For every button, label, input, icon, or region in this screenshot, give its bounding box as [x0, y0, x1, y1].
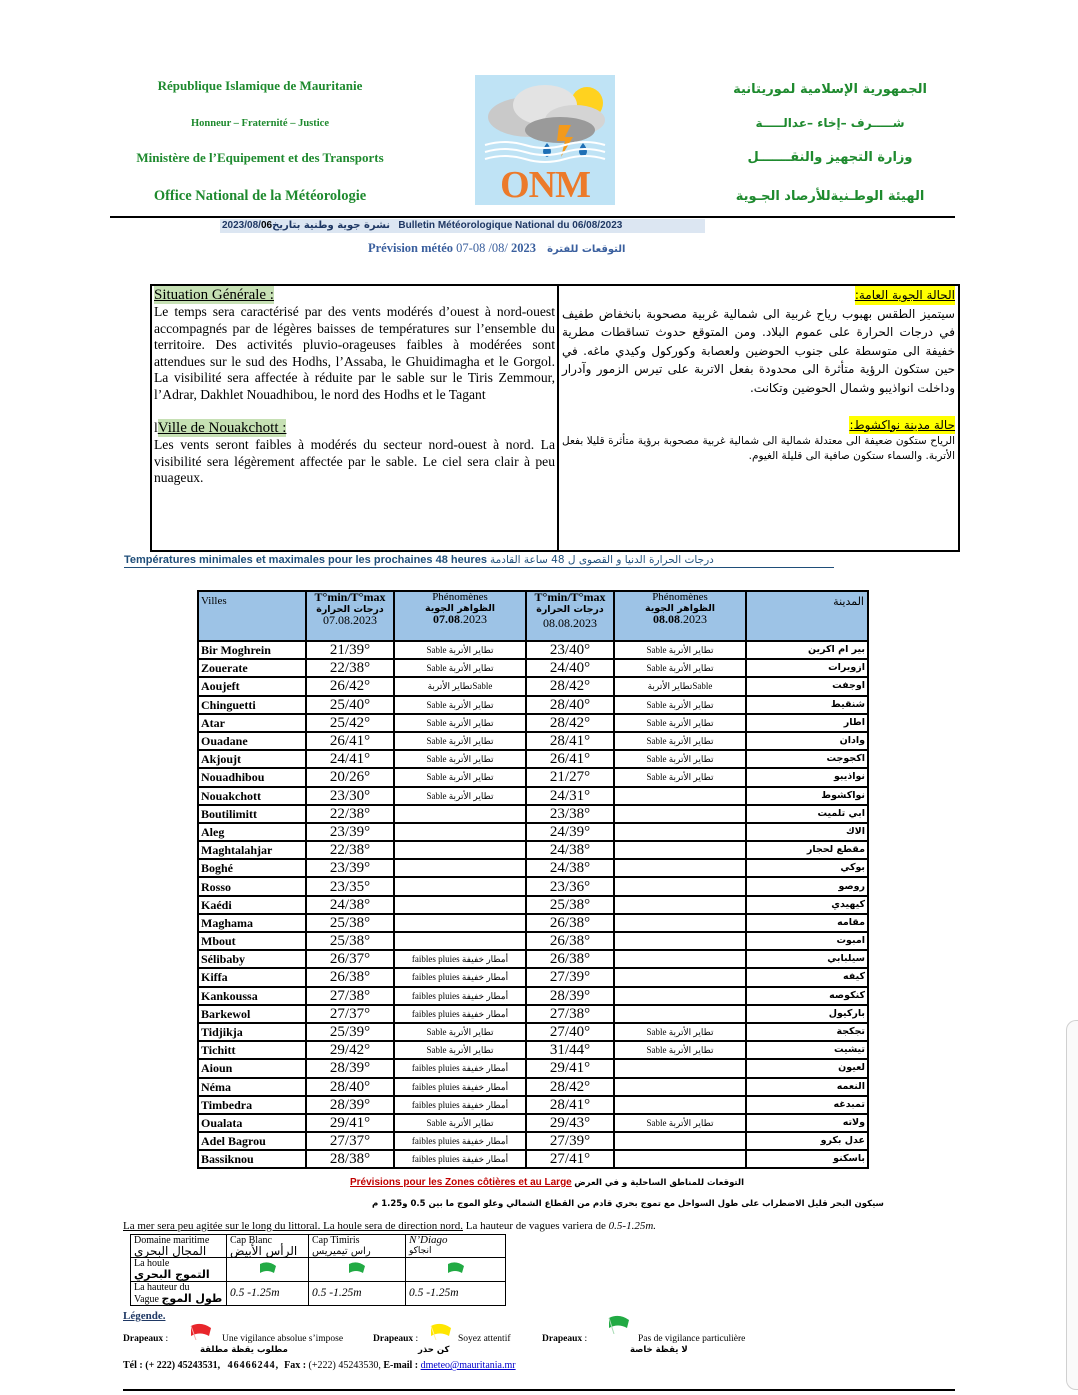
phone-number-2: 46466244,: [227, 1360, 280, 1371]
city-name-ar: كيهيدي: [746, 896, 868, 914]
maritime-domain-label: Domaine maritime المجال البحري: [131, 1235, 227, 1258]
city-name-fr: Kaédi: [198, 896, 306, 914]
phenomena-day1: faibles pluies أمطار خفيفة: [394, 987, 526, 1005]
bulletin-title-ar: نشرة جوية وطنية بتاريخ: [272, 220, 391, 231]
phenomena-day2: Sable تطاير الأتربة: [614, 750, 746, 768]
general-situation-box: [150, 284, 960, 552]
city-name-fr: Barkewol: [198, 1005, 306, 1023]
table-row: [198, 950, 868, 968]
city-name-ar: بوكي: [746, 859, 868, 877]
table-row: [198, 696, 868, 714]
city-name-ar: عدل بكرو: [746, 1132, 868, 1150]
table-row: [198, 932, 868, 950]
houle-label: La houle التموج البحري: [131, 1258, 227, 1282]
phenomena-day2: [614, 787, 746, 805]
table-row: [198, 914, 868, 932]
forecast-year: 2023: [511, 241, 537, 255]
city-name-ar: مقطع لحجار: [746, 841, 868, 859]
table-row: [198, 1150, 868, 1168]
city-name-ar: نواكشوط: [746, 787, 868, 805]
forecast-period: [368, 241, 625, 256]
motto-ar: شـــــرف –إخاء –عدالـــــة: [755, 116, 905, 130]
temp-day2: 24/38°: [526, 841, 614, 859]
situation-ar: [559, 286, 958, 550]
header-city-ar: المدينة: [746, 591, 868, 641]
maritime-hauteur-row: [131, 1282, 506, 1306]
temp-day2: 23/38°: [526, 805, 614, 823]
green-flag-icon: [347, 1261, 367, 1275]
header-temp-day2: T°min/T°max درجات الحرارة 08.08.2023: [526, 591, 614, 641]
temperatures-title-ar: درجات الحرارة الدنيا و القصوى ل 48 ساعة القادمة: [490, 554, 714, 566]
phenomena-day1: Sable تطاير الأتربة: [394, 659, 526, 677]
temp-day2: 28/40°: [526, 696, 614, 714]
city-name-fr: Atar: [198, 714, 306, 732]
nouakchott-text-fr: Les vents seront faibles à modérés du secteur nord-ouest à nord. La visibilité sera légèrement affectée par le sable. Le ciel sera clair à peu nuageux.: [154, 437, 555, 485]
temp-day2: 27/40°: [526, 1023, 614, 1041]
legend-red-text-ar: مطلوب يقظة مطلقة: [200, 1345, 288, 1355]
phenomena-day1: faibles pluies أمطار خفيفة: [394, 1078, 526, 1096]
temp-day2: 28/39°: [526, 987, 614, 1005]
bulletin-date-ar: 2023/08/: [222, 220, 261, 231]
green-flag-icon: [446, 1261, 466, 1275]
phenomena-day1: Sable تطاير الأتربة: [394, 750, 526, 768]
city-name-fr: Bassiknou: [198, 1150, 306, 1168]
phenomena-day2: Sable تطاير الأتربة: [614, 1114, 746, 1132]
phenomena-day2: Sable تطاير الأتربة: [614, 641, 746, 659]
temp-day1: 25/39°: [306, 1023, 394, 1041]
phenomena-day2: Sable تطاير الأتربة: [614, 659, 746, 677]
temp-day2: 26/38°: [526, 932, 614, 950]
fax-number: (+222) 45243530,: [308, 1360, 381, 1371]
city-name-ar: ابي تلميت: [746, 805, 868, 823]
phenomena-day1: [394, 914, 526, 932]
table-row: [198, 1041, 868, 1059]
temp-day1: 28/39°: [306, 1096, 394, 1114]
phenomena-day1: faibles pluies أمطار خفيفة: [394, 1059, 526, 1077]
weather-cloud-icon: [475, 75, 615, 170]
table-row: [198, 641, 868, 659]
city-name-fr: Nouadhibou: [198, 768, 306, 786]
header-villes: Villes: [198, 591, 306, 641]
temp-day2: 29/43°: [526, 1114, 614, 1132]
temp-day1: 28/40°: [306, 1078, 394, 1096]
houle-flag-cap-blanc: [227, 1258, 309, 1282]
city-name-ar: الاك: [746, 823, 868, 841]
table-row: [198, 750, 868, 768]
temp-day1: 23/30°: [306, 787, 394, 805]
temp-day1: 27/37°: [306, 1132, 394, 1150]
phenomena-day2: [614, 1096, 746, 1114]
temperature-table: [197, 590, 869, 1169]
temp-day2: 28/41°: [526, 732, 614, 750]
temp-day1: 22/38°: [306, 805, 394, 823]
phenomena-day2: [614, 805, 746, 823]
phenomena-day2: تطاير الأتربةSable: [614, 677, 746, 695]
temp-day2: 27/38°: [526, 1005, 614, 1023]
temperatures-section-title: [124, 553, 834, 568]
temp-day1: 25/42°: [306, 714, 394, 732]
situation-text-ar: سيتميز الطقس بهبوب رياح غربية الى شمالية غربية مصحوبة بانخفاض طفيف في درجات الحرارة على عموم البلاد. ومن المتوقع حدوث تساقطات مطرية خفيفة الى متوسطة على جنوب الحوضين ولعصابة وكوركول وكيدي ماغه. في حين ستكون الرؤية متأثرة الى محدودة بفعل الاتربة على تيرس الزمور وآدرار وداخلت انواذيبو وشمال الحوضين وتكانت.: [562, 306, 955, 395]
phenomena-day2: [614, 968, 746, 986]
temp-day1: 25/38°: [306, 914, 394, 932]
table-row: [198, 768, 868, 786]
coastal-title-ar: التوقعات للمناطق الساحلية و في العرض: [574, 1178, 744, 1188]
hauteur-cap-blanc: 0.5 -1.25m: [227, 1282, 309, 1306]
city-name-ar: روصو: [746, 877, 868, 895]
hauteur-cap-timiris: 0.5 -1.25m: [309, 1282, 406, 1306]
coastal-title-fr: Prévisions pour les Zones côtières et au Large: [350, 1177, 572, 1188]
city-name-fr: Bir Moghrein: [198, 641, 306, 659]
city-name-ar: النعمه: [746, 1078, 868, 1096]
onm-logo: [475, 75, 615, 205]
table-row: [198, 877, 868, 895]
maritime-houle-row: [131, 1258, 506, 1282]
ministry-fr: Ministère de l’Equipement et des Transports: [136, 150, 384, 165]
phenomena-day1: faibles pluies أمطار خفيفة: [394, 950, 526, 968]
temp-day1: 23/39°: [306, 859, 394, 877]
nouakchott-title-ar: حالة مدينة نواكشوط:: [849, 416, 955, 435]
city-name-fr: Boghé: [198, 859, 306, 877]
city-name-fr: Maghama: [198, 914, 306, 932]
temp-day2: 29/41°: [526, 1059, 614, 1077]
temp-day2: 23/36°: [526, 877, 614, 895]
city-name-ar: ولاته: [746, 1114, 868, 1132]
city-name-fr: Maghtalahjar: [198, 841, 306, 859]
temp-day1: 25/38°: [306, 932, 394, 950]
temp-day2: 23/40°: [526, 641, 614, 659]
city-name-ar: بير ام اكرين: [746, 641, 868, 659]
temp-day2: 24/40°: [526, 659, 614, 677]
phenomena-day1: [394, 896, 526, 914]
phenomena-day2: Sable تطاير الأتربة: [614, 696, 746, 714]
phenomena-day1: [394, 932, 526, 950]
phenomena-day2: [614, 896, 746, 914]
temp-day2: 26/41°: [526, 750, 614, 768]
phenomena-day1: Sable تطاير الأتربة: [394, 1041, 526, 1059]
legend-red-text-fr: Une vigilance absolue s’impose: [222, 1334, 344, 1344]
city-name-fr: Sélibaby: [198, 950, 306, 968]
bulletin-title-fr: Bulletin Météorologique National du 06/08/2023: [398, 220, 623, 231]
temp-day2: 28/41°: [526, 1096, 614, 1114]
temp-day2: 21/27°: [526, 768, 614, 786]
city-name-ar: امبوت: [746, 932, 868, 950]
table-row: [198, 841, 868, 859]
forecast-period-dates: 07-08 /08/: [456, 241, 508, 255]
zone-cap-blanc: Cap Blanc الرأس الأبيض: [227, 1235, 309, 1258]
office-name-fr: Office National de la Météorologie: [153, 188, 367, 204]
phenomena-day1: faibles pluies أمطار خفيفة: [394, 1005, 526, 1023]
city-name-fr: Aoujeft: [198, 677, 306, 695]
temp-day1: 27/37°: [306, 1005, 394, 1023]
footer-divider: [123, 1389, 955, 1391]
temp-day2: 27/41°: [526, 1150, 614, 1168]
temp-day2: 24/31°: [526, 787, 614, 805]
phenomena-day1: Sable تطاير الأتربة: [394, 787, 526, 805]
viewer-side-handle[interactable]: [1066, 1020, 1078, 1390]
phenomena-day1: Sable تطاير الأتربة: [394, 1114, 526, 1132]
city-name-ar: اوجفت: [746, 677, 868, 695]
legend-green-text-fr: Pas de vigilance particulière: [638, 1334, 746, 1344]
temp-day1: 26/42°: [306, 677, 394, 695]
situation-fr: [152, 286, 559, 550]
temp-day1: 26/38°: [306, 968, 394, 986]
email-link[interactable]: dmeteo@mauritania.mr: [420, 1360, 516, 1371]
temp-day1: 22/38°: [306, 659, 394, 677]
coastal-text-fr: La mer sera peu agitée sur le long du littoral. La houle sera de direction nord. La hauteur de vagues variera de 0.5-1.25m.: [123, 1220, 657, 1232]
city-name-ar: اطار: [746, 714, 868, 732]
phenomena-day2: [614, 1078, 746, 1096]
table-row: [198, 1132, 868, 1150]
phenomena-day2: [614, 950, 746, 968]
legend-yellow: Drapeaux :: [373, 1334, 419, 1344]
table-row: [198, 1023, 868, 1041]
city-name-fr: Aioun: [198, 1059, 306, 1077]
phenomena-day1: faibles pluies أمطار خفيفة: [394, 968, 526, 986]
city-name-fr: Tidjikja: [198, 1023, 306, 1041]
city-name-ar: كنكوصه: [746, 987, 868, 1005]
temp-day1: 24/41°: [306, 750, 394, 768]
maritime-table: [130, 1234, 506, 1306]
phone-number: (+ 222) 45243531,: [145, 1360, 221, 1371]
city-name-ar: نواذيبو: [746, 768, 868, 786]
phenomena-day2: [614, 1005, 746, 1023]
yellow-flag-icon: [428, 1322, 454, 1340]
table-row: [198, 1078, 868, 1096]
phenomena-day1: [394, 823, 526, 841]
table-row: [198, 677, 868, 695]
nouakchott-title-fr: Ville de Nouakchott :: [157, 420, 287, 436]
republic-name-fr: République Islamique de Mauritanie: [157, 78, 363, 93]
phenomena-day2: [614, 1150, 746, 1168]
hauteur-label: La hauteur du Vague طول الموج: [131, 1282, 227, 1306]
legend-red: Drapeaux :: [123, 1334, 169, 1344]
legend-yellow-text-fr: Soyez attentif: [458, 1334, 511, 1344]
header-divider: [110, 216, 955, 218]
temp-day2: 25/38°: [526, 896, 614, 914]
table-row: [198, 805, 868, 823]
city-name-ar: وادان: [746, 732, 868, 750]
temperatures-title-fr: Températures minimales et maximales pour les prochaines 48 heures: [124, 554, 487, 566]
temp-day1: 26/41°: [306, 732, 394, 750]
coastal-text-ar: سيكون البحر قليل الاضطراب على طول السواحل مع تموج بحري قادم من القطاع الشمالي وعلو الموج ما بين 0.5 و1.25 م: [372, 1199, 884, 1209]
temp-day1: 25/40°: [306, 696, 394, 714]
city-name-fr: Kankoussa: [198, 987, 306, 1005]
nouakchott-text-ar: الرياح ستكون ضعيفة الى معتدلة شمالية الى شمالية غربية مصحوبة برؤية متأثرة قليلا بفعل الأتربة. والسماء ستكون صافية الى قليلة الغيوم.: [562, 435, 955, 463]
city-name-fr: Timbedra: [198, 1096, 306, 1114]
table-row: [198, 714, 868, 732]
phenomena-day2: [614, 1132, 746, 1150]
header-phen-day1: Phénomènes الظواهر الجوية 07.08.2023: [394, 591, 526, 641]
city-name-ar: اكجوجت: [746, 750, 868, 768]
motto-fr: Honneur – Fraternité – Justice: [190, 118, 330, 129]
legend-title: Légende.: [123, 1310, 166, 1322]
city-name-fr: Néma: [198, 1078, 306, 1096]
phenomena-day1: faibles pluies أمطار خفيفة: [394, 1150, 526, 1168]
table-row: [198, 987, 868, 1005]
city-name-fr: Kiffa: [198, 968, 306, 986]
forecast-label-ar: التوقعات للفترة: [547, 244, 626, 255]
stray-char: l: [154, 420, 158, 435]
phenomena-day1: [394, 841, 526, 859]
header-phen-day2: Phénomènes الظواهر الجوية 08.08.2023: [614, 591, 746, 641]
phenomena-day2: Sable تطاير الأتربة: [614, 1041, 746, 1059]
phenomena-day2: [614, 823, 746, 841]
phenomena-day2: Sable تطاير الأتربة: [614, 1023, 746, 1041]
temp-day2: 31/44°: [526, 1041, 614, 1059]
city-name-ar: شنقيط: [746, 696, 868, 714]
phenomena-day1: Sable تطاير الأتربة: [394, 641, 526, 659]
legend-green: Drapeaux :: [542, 1334, 588, 1344]
table-row: [198, 859, 868, 877]
republic-name-ar: الجمهورية الإسلامية لموريتانية: [733, 82, 927, 97]
city-name-ar: كيفه: [746, 968, 868, 986]
hauteur-ndiago: 0.5 -1.25m: [406, 1282, 506, 1306]
phenomena-day1: [394, 859, 526, 877]
city-name-fr: Akjoujt: [198, 750, 306, 768]
bulletin-date-ar-day: 06: [260, 220, 273, 231]
legend-yellow-text-ar: كن حذر: [418, 1345, 450, 1355]
phenomena-day1: Sable تطاير الأتربة: [394, 714, 526, 732]
phenomena-day1: Sable تطاير الأتربة: [394, 696, 526, 714]
city-name-fr: Adel Bagrou: [198, 1132, 306, 1150]
city-name-fr: Tichitt: [198, 1041, 306, 1059]
phenomena-day1: Sable تطاير الأتربة: [394, 768, 526, 786]
city-name-fr: Oualata: [198, 1114, 306, 1132]
city-name-ar: تيشيت: [746, 1041, 868, 1059]
table-row: [198, 787, 868, 805]
table-row: [198, 823, 868, 841]
table-row: [198, 659, 868, 677]
temp-day2: 26/38°: [526, 950, 614, 968]
phenomena-day1: [394, 805, 526, 823]
phenomena-day2: [614, 1059, 746, 1077]
phenomena-day2: [614, 859, 746, 877]
city-name-fr: Nouakchott: [198, 787, 306, 805]
phenomena-day2: [614, 877, 746, 895]
temp-day1: 22/38°: [306, 841, 394, 859]
city-name-fr: Boutilimitt: [198, 805, 306, 823]
zone-cap-timiris: Cap Timiris راس تيميريس: [309, 1235, 406, 1258]
phenomena-day1: Sable تطاير الأتربة: [394, 1023, 526, 1041]
situation-title-fr: Situation Générale :: [154, 287, 274, 303]
temp-day1: 29/41°: [306, 1114, 394, 1132]
temp-day1: 28/39°: [306, 1059, 394, 1077]
onm-logo-text: ONM: [500, 164, 590, 205]
table-row: [198, 732, 868, 750]
red-flag-icon: [188, 1322, 214, 1340]
forecast-label-fr: Prévision météo: [368, 241, 454, 255]
contact-line: Tél : (+ 222) 45243531, 46466244, Fax : (+222) 45243530, E-mail : dmeteo@mauritania.mr: [123, 1360, 516, 1371]
table-row: [198, 1114, 868, 1132]
temp-day1: 20/26°: [306, 768, 394, 786]
temp-day2: 28/42°: [526, 714, 614, 732]
zone-ndiago: N’Diago انجاكو: [406, 1235, 506, 1258]
temp-day1: 26/37°: [306, 950, 394, 968]
city-name-ar: تمبدغه: [746, 1096, 868, 1114]
temp-day1: 23/39°: [306, 823, 394, 841]
table-row: [198, 896, 868, 914]
green-flag-icon: [258, 1261, 278, 1275]
city-name-fr: Aleg: [198, 823, 306, 841]
city-name-ar: ازويرات: [746, 659, 868, 677]
city-name-fr: Zouerate: [198, 659, 306, 677]
temp-day1: 23/35°: [306, 877, 394, 895]
office-name-ar: الهيئة الوطـنيةللأرصاد الجـوية: [735, 189, 925, 204]
header-temp-day1: T°min/T°max درجات الحرارة 07.08.2023: [306, 591, 394, 641]
city-name-ar: باسكنو: [746, 1150, 868, 1168]
city-name-fr: Mbout: [198, 932, 306, 950]
phenomena-day2: [614, 841, 746, 859]
houle-flag-cap-timiris: [309, 1258, 406, 1282]
green-flag-icon: [606, 1314, 632, 1334]
table-row: [198, 1005, 868, 1023]
city-name-fr: Rosso: [198, 877, 306, 895]
city-name-ar: باركيول: [746, 1005, 868, 1023]
table-row: [198, 1096, 868, 1114]
temp-day2: 24/39°: [526, 823, 614, 841]
phenomena-day1: faibles pluies أمطار خفيفة: [394, 1132, 526, 1150]
city-name-ar: تجكجة: [746, 1023, 868, 1041]
table-row: [198, 968, 868, 986]
temp-day1: 29/42°: [306, 1041, 394, 1059]
temp-day2: 24/38°: [526, 859, 614, 877]
temp-day2: 28/42°: [526, 1078, 614, 1096]
city-name-ar: سيلبابي: [746, 950, 868, 968]
phenomena-day2: [614, 987, 746, 1005]
phenomena-day1: تطاير الأتربةSable: [394, 677, 526, 695]
temp-day1: 21/39°: [306, 641, 394, 659]
ministry-ar: وزارة التجهيز والنقـــــــل: [747, 150, 913, 165]
city-name-fr: Chinguetti: [198, 696, 306, 714]
coastal-forecast-title: [350, 1177, 744, 1188]
maritime-header-row: [131, 1235, 506, 1258]
table-row: [198, 1059, 868, 1077]
temp-day1: 24/38°: [306, 896, 394, 914]
phenomena-day1: Sable تطاير الأتربة: [394, 732, 526, 750]
phenomena-day1: [394, 877, 526, 895]
phenomena-day2: Sable تطاير الأتربة: [614, 768, 746, 786]
phenomena-day2: Sable تطاير الأتربة: [614, 732, 746, 750]
phenomena-day2: [614, 932, 746, 950]
legend-green-text-ar: لا يقظة خاصة: [630, 1345, 688, 1355]
temp-day1: 27/38°: [306, 987, 394, 1005]
situation-text-fr: Le temps sera caractérisé par des vents modérés d’ouest à nord-ouest accompagnés par de légères baisses de températures sur l’ensemble du territoire. Des activités pluvio-orageuses faibles à modérées sont attendues sur le sud des Hodhs, l’Assaba, le Ghuidimagha et le Gorgol. La visibilité sera affectée à réduite par le sable sur le Tiris Zemmour, l’Adrar, Dakhlet Nouadhibou, le nord des Hodhs et le Tagant: [154, 304, 555, 402]
temp-day2: 27/39°: [526, 968, 614, 986]
houle-flag-ndiago: [406, 1258, 506, 1282]
temp-day2: 28/42°: [526, 677, 614, 695]
phenomena-day2: Sable تطاير الأتربة: [614, 714, 746, 732]
temp-day2: 26/38°: [526, 914, 614, 932]
bulletin-title-bar: [220, 219, 705, 233]
table-header-row: [198, 591, 868, 641]
phenomena-day2: [614, 914, 746, 932]
temp-day2: 27/39°: [526, 1132, 614, 1150]
phenomena-day1: faibles pluies أمطار خفيفة: [394, 1096, 526, 1114]
temp-day1: 28/38°: [306, 1150, 394, 1168]
situation-title-ar: الحالة الجوية العامة:: [855, 286, 955, 305]
city-name-ar: مقامه: [746, 914, 868, 932]
city-name-fr: Ouadane: [198, 732, 306, 750]
city-name-ar: لعيون: [746, 1059, 868, 1077]
